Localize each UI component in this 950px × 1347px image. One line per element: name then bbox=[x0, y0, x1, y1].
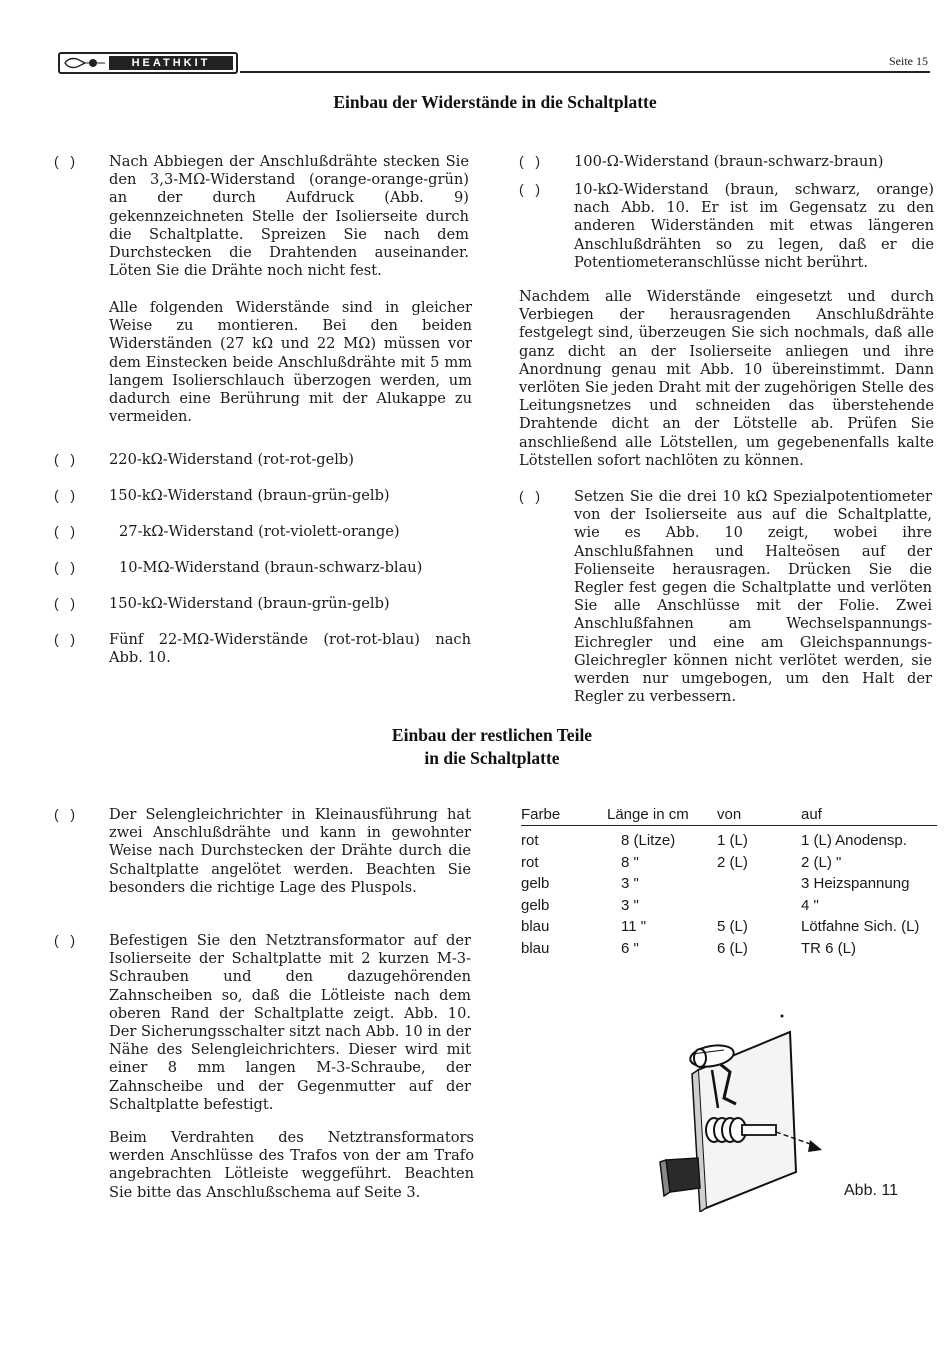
checklist-item-text: Der Selengleichrichter in Kleinausführung hat zwei Anschlußdrähte und kann in gewohnter Weise nach Durchstecken der Drähte durch die Schaltplatte angelötet werden. Beachten Sie besonders die richtige Lage des Pluspols. bbox=[109, 806, 471, 896]
heathkit-logo bbox=[58, 52, 238, 74]
table-cell: 6 " bbox=[621, 939, 639, 957]
table-cell: 1 (L) bbox=[717, 832, 748, 849]
checklist-item-text: 150-kΩ-Widerstand (braun-grün-gelb) bbox=[109, 487, 390, 504]
table-row bbox=[521, 875, 937, 897]
checklist-item[interactable] bbox=[54, 595, 474, 613]
checklist-item[interactable] bbox=[54, 451, 474, 469]
table-cell: blau bbox=[521, 939, 550, 957]
checklist-item-text: 10-kΩ-Widerstand (braun, schwarz, orange) nach Abb. 10. Er ist im Gegensatz zu den anderen Widerständen mit etwas längeren Anschlußdrähten so zu legen, daß er die Potentiometeranschlüsse nicht berührt. bbox=[574, 181, 934, 271]
checklist-item[interactable] bbox=[54, 559, 474, 577]
checklist-item[interactable] bbox=[54, 631, 474, 667]
wiring-text: Beim Verdrahten des Netztransformators werden Anschlüsse des Trafos von der am Trafo angebrachten Lötleiste weggeführt. Beachten Sie bitte das Anschlußschema auf Seite 3. bbox=[109, 1129, 474, 1201]
logo-emblem-icon bbox=[63, 55, 107, 71]
table-cell: 5 (L) bbox=[717, 918, 748, 936]
table-row bbox=[521, 918, 937, 940]
subtitle-line-1: Einbau der restlichen Teile bbox=[391, 725, 593, 745]
table-cell: blau bbox=[521, 918, 550, 936]
table-cell: 2 (L) bbox=[717, 853, 748, 871]
checklist-item-text: Befestigen Sie den Netztransformator auf der Isolierseite der Schaltplatte mit 2 kurzen M-3-Schrauben und den dazugehörenden Zahnscheiben so, daß die Lötleiste nach dem oberen Rand der Schaltplatte zeigt. Abb. 10. Der Sicherungsschalter sitzt nach Abb. 10 in der Nähe des Selengleichrichters. Dieser wird mit einer 8 mm langen M-3-Schraube, der Zahnscheibe und der Gegenmutter auf der Schaltplatte befestigt. bbox=[109, 932, 471, 1113]
checkbox[interactable]: ( ) bbox=[54, 932, 75, 948]
checkbox[interactable]: ( ) bbox=[54, 559, 75, 575]
table-cell: 1 (L) Anodensp. bbox=[801, 832, 907, 849]
checklist-item[interactable] bbox=[54, 153, 474, 280]
table-cell: 3 " bbox=[621, 875, 639, 893]
col-header-to: auf bbox=[801, 805, 937, 826]
checklist-item[interactable] bbox=[54, 487, 474, 505]
table-cell: 8 " bbox=[621, 853, 639, 871]
table-cell bbox=[717, 897, 801, 919]
checklist-item-text: Fünf 22-MΩ-Widerstände (rot-rot-blau) nach Abb. 10. bbox=[109, 631, 471, 667]
col-header-from: von bbox=[717, 805, 801, 826]
table-cell: gelb bbox=[521, 896, 550, 914]
fuse-holder-illustration bbox=[620, 1012, 860, 1212]
table-row bbox=[521, 832, 937, 854]
checklist-item[interactable] bbox=[54, 806, 474, 897]
checkbox[interactable]: ( ) bbox=[519, 181, 540, 197]
checkbox[interactable]: ( ) bbox=[54, 451, 75, 467]
checkbox[interactable]: ( ) bbox=[54, 153, 75, 169]
soldering-text: Nachdem alle Widerstände eingesetzt und durch Verbiegen der herausragenden Anschlußdrähte festgelegt sind, überzeugen Sie sich nochmals, daß alle ganz dicht an der Isolierseite anliegen und ihre Anordnung genau mit Abb. 10 übereinstimmt. Dann verlöten Sie jeden Draht mit der zugehörigen Stelle des Leitungsnetzes und schneiden das überstehende Drahtende dicht an der Lötstelle ab. Prüfen Sie anschließend alle Lötstellen, um gegebenenfalls kalte Lötstellen sofort nachlöten zu können. bbox=[519, 288, 934, 469]
header-rule bbox=[240, 71, 930, 73]
table-row bbox=[521, 854, 937, 876]
table-header-row bbox=[521, 805, 937, 826]
checklist-item[interactable] bbox=[519, 488, 939, 706]
table-row bbox=[521, 897, 937, 919]
table-cell: Lötfahne Sich. (L) bbox=[801, 918, 920, 936]
subtitle-line-2: in die Schaltplatte bbox=[424, 748, 560, 768]
table-cell: 3 Heizspannung bbox=[801, 875, 910, 893]
logo-brand-text: HEATHKIT bbox=[109, 56, 233, 70]
checkbox[interactable]: ( ) bbox=[54, 523, 75, 539]
checklist-item[interactable] bbox=[54, 523, 474, 541]
checklist-item-text: 220-kΩ-Widerstand (rot-rot-gelb) bbox=[109, 451, 354, 468]
table-cell: 2 (L) " bbox=[801, 853, 842, 871]
table-row bbox=[521, 940, 937, 962]
checkbox[interactable]: ( ) bbox=[54, 806, 75, 822]
table-cell: 8 (Litze) bbox=[621, 832, 676, 849]
checklist-item[interactable] bbox=[519, 181, 939, 272]
wire-table bbox=[521, 805, 937, 962]
table-cell bbox=[717, 875, 801, 897]
table-cell: gelb bbox=[521, 875, 550, 893]
table-cell: 4 " bbox=[801, 896, 819, 914]
checkbox[interactable]: ( ) bbox=[519, 153, 540, 169]
table-cell: rot bbox=[521, 832, 539, 849]
checklist-item[interactable] bbox=[54, 932, 474, 1114]
checkbox[interactable]: ( ) bbox=[54, 487, 75, 503]
checklist-item-text: Nach Abbiegen der Anschlußdrähte stecken Sie den 3,3-MΩ-Widerstand (orange-orange-grün) an der durch Aufdruck (Abb. 9) gekennzeichneten Stelle der Isolierseite durch die Schaltplatte. Spreizen Sie nach dem Durchstecken die Drahtenden auseinander. Löten Sie die Drähte noch nicht fest. bbox=[109, 153, 469, 280]
table-cell: 6 (L) bbox=[717, 939, 748, 957]
page-number: Seite 15 bbox=[889, 54, 928, 68]
section-title: Einbau der Widerstände in die Schaltplatte bbox=[333, 92, 657, 112]
table-cell: 3 " bbox=[621, 896, 639, 914]
checkbox[interactable]: ( ) bbox=[519, 488, 540, 504]
checklist-item-text: 27-kΩ-Widerstand (rot-violett-orange) bbox=[119, 523, 400, 540]
checklist-item-text: 150-kΩ-Widerstand (braun-grün-gelb) bbox=[109, 595, 390, 612]
table-cell: rot bbox=[521, 853, 539, 871]
col-header-length: Länge in cm bbox=[607, 805, 717, 826]
checklist-item-text: 100-Ω-Widerstand (braun-schwarz-braun) bbox=[574, 153, 884, 170]
checkbox[interactable]: ( ) bbox=[54, 631, 75, 647]
checklist-item[interactable] bbox=[519, 153, 939, 171]
table-cell: 11 " bbox=[621, 918, 647, 936]
wiring-paragraph bbox=[109, 1129, 474, 1202]
checklist-item-text: 10-MΩ-Widerstand (braun-schwarz-blau) bbox=[119, 559, 423, 576]
note-paragraph bbox=[109, 299, 472, 426]
table-cell: TR 6 (L) bbox=[801, 939, 857, 957]
col-header-color: Farbe bbox=[521, 805, 607, 826]
figure-caption: Abb. 11 bbox=[844, 1182, 898, 1199]
soldering-paragraph bbox=[519, 288, 934, 470]
section-subtitle bbox=[342, 724, 642, 770]
checkbox[interactable]: ( ) bbox=[54, 595, 75, 611]
checklist-item-text: Setzen Sie die drei 10 kΩ Spezialpotentiometer von der Isolierseite aus auf die Schaltplatte, wie es Abb. 10 zeigt, wobei ihre Anschlußfahnen und Halteösen auf der Folienseite herausragen. Drücken Sie die Regler fest gegen die Schaltplatte und verlöten Sie alle Anschlüsse mit der Folie. Zwei Anschlußfahnen am Wechselspannungs-Eichregler und eine am Gleichspannungs-Gleichregler können nicht verlötet werden, sie werden nur umgebogen, um den Halt der Regler zu verbessern. bbox=[574, 488, 932, 706]
note-text: Alle folgenden Widerstände sind in gleicher Weise zu montieren. Bei den beiden Widerständen (27 kΩ und 22 MΩ) müssen vor dem Einstecken beide Anschlußdrähte mit 5 mm langem Isolierschlauch überzogen werden, um dadurch eine Berührung mit der Alukappe zu vermeiden. bbox=[109, 299, 472, 426]
